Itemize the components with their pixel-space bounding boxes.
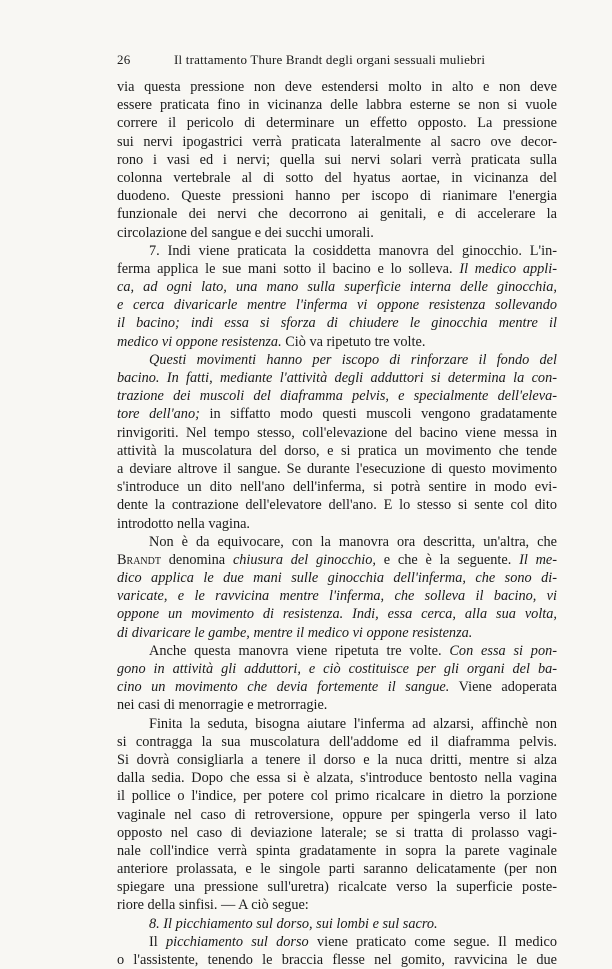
text-run: denomina [168,551,226,568]
text-line: dalla sedia. Dopo che essa si è alzata, s'introduce bentosto nella vagina [117,770,557,787]
text-line: trazione dei muscoli del diaframma pelvis, e specialmente dell'eleva- [117,388,557,405]
text-line: colonna vertebrale al di sotto del hyatus aortae, in vicinanza del [117,169,557,186]
text-line [117,642,557,660]
page-number: 26 [117,52,131,67]
italic-run: medico vi oppone resistenza. [117,333,282,350]
text-line: o l'assistente, tenendo le braccia flesse nel gomito, ravvicina le due [117,952,557,968]
text-line: e cerca divaricarle mentre l'inferma vi oppone resistenza sollevando [117,297,557,314]
text-line [117,678,557,696]
section-heading: 8. Il picchiamento sul dorso, sui lombi e sul sacro. [149,915,438,932]
text-line: nei casi di menorragie e metrorragie. [117,697,328,714]
italic-run: chiusura del ginocchio, [232,551,376,568]
text-line: 7. Indi viene praticata la cosiddetta manovra del ginocchio. L'in- [149,242,557,259]
text-line: dico applica le due mani sulle ginocchia dell'inferma, che sono di- [117,570,557,587]
text-line: funzionale dei nervi che decorrono ai genitali, e di accelerare la [117,206,557,223]
text-line: anteriore prolassata, e le singole parti saranno delicatamente (per non [117,861,557,878]
text-line: essere praticata fino in vicinanza delle labbra esterne se non si vuole [117,97,557,114]
text-line: spiegare una pressione sull'uretra) ricalcate verso la superficie poste- [117,879,557,896]
text-run: ferma applica le sue mani sotto il bacino e lo solleva. [117,260,453,277]
text-line: Si dovrà consigliarla a tenere il dorso e la nuca dritti, mentre si alza [117,751,557,768]
text-run: Ciò va ripetuto tre volte. [285,333,426,350]
italic-run: picchiamento sul dorso [165,933,309,950]
text-line: il bacino; indi essa si sforza di chiudere le ginocchia mentre il [117,315,557,332]
text-run: viene praticato come segue. Il medico [316,933,557,950]
text-line: nale coll'indice verrà spinta gradatamente in sopra la parete vaginale [117,842,557,859]
italic-run: Il medico appli- [459,260,557,277]
text-line: via questa pressione non deve estendersi molto in alto e non deve [117,79,557,95]
text-line: s'introduce un dito nell'ano dell'inferma, si potrà sentire in modo evi- [117,479,557,496]
body-text [117,78,557,969]
text-line: di divaricare le gambe, mentre il medico vi oppone resistenza. [117,624,473,641]
text-line [117,405,557,423]
text-line: ca, ad ogni lato, una mano sulla superficie interna delle ginocchia, [117,279,557,296]
text-line [117,333,557,351]
text-line [117,551,557,569]
text-run: Anche questa manovra viene ripetuta tre volte. [149,642,442,659]
text-run: Il [149,933,158,950]
text-line: il pollice o l'indice, per potere col primo ricalcare in dietro la porzione [117,788,557,805]
text-line: duodeno. Queste pressioni hanno per iscopo di rianimare l'energia [117,188,557,205]
page-header [0,52,612,70]
text-line: rinvigoriti. Nel tempo stesso, coll'elevazione del bacino viene messa in [117,424,557,441]
text-line: varicate, e le ravvicina mentre l'inferma, che solleva il bacino, vi [117,588,557,605]
text-line: vaginale nel caso di retroversione, oppure per spingerla verso il lato [117,806,557,823]
text-line: riore della sinfisi. — A ciò segue: [117,897,309,914]
running-title: Il trattamento Thure Brandt degli organi sessuali muliebri [174,52,486,67]
text-line: rono i vasi ed i nervi; quella sui nervi solari verrà praticata sulla [117,151,557,168]
text-line [117,933,557,951]
italic-run: Il me- [519,551,557,568]
text-line [117,260,557,278]
text-line: gono in attività gli adduttori, e ciò costituisce per gli organi del ba- [117,661,557,677]
text-line: correre il pericolo di determinare un effetto opposto. La pressione [117,115,557,132]
smallcaps-run: Brandt [117,551,161,568]
italic-run: cino un movimento che devia fortemente il sangue. [117,679,450,696]
text-line: introdotto nella vagina. [117,515,251,532]
text-line: si contragga la sua muscolatura dell'addome ed il diaframma pelvis. [117,733,557,750]
text-line: Non è da equivocare, con la manovra ora descritta, un'altra, che [149,533,557,550]
text-line: circolazione del sangue e dei succhi umorali. [117,224,374,241]
text-line: dente la contrazione dell'elevatore dell'ano. E lo stesso si sente col dito [117,497,557,514]
italic-run: Con essa si pon- [449,642,557,659]
text-line: opposto nel caso di deviazione laterale; se si tratta di prolasso vagi- [117,824,557,841]
text-line: bacino. In fatti, mediante l'attività degli adduttori si determina la con- [117,370,557,386]
text-run: in siffatto modo questi muscoli vengono gradatamente [209,406,557,423]
text-run: e che è la seguente. [383,551,512,568]
text-line: attività la muscolatura del dorso, e si pratica un movimento che tende [117,442,557,459]
text-line: a deviare altrove il sangue. Se durante l'esecuzione di questo movimento [117,460,557,477]
text-run: Viene adoperata [458,679,557,696]
text-line: Finita la seduta, bisogna aiutare l'inferma ad alzarsi, affinchè non [149,715,557,732]
italic-run: tore dell'ano; [117,406,200,423]
text-line: Questi movimenti hanno per iscopo di rinforzare il fondo del [149,351,557,368]
text-line: sui nervi ipogastrici verrà praticata lateralmente al sacro ove decor- [117,133,557,150]
text-line: oppone un movimento di resistenza. Indi, essa cerca, alla sua volta, [117,606,557,623]
